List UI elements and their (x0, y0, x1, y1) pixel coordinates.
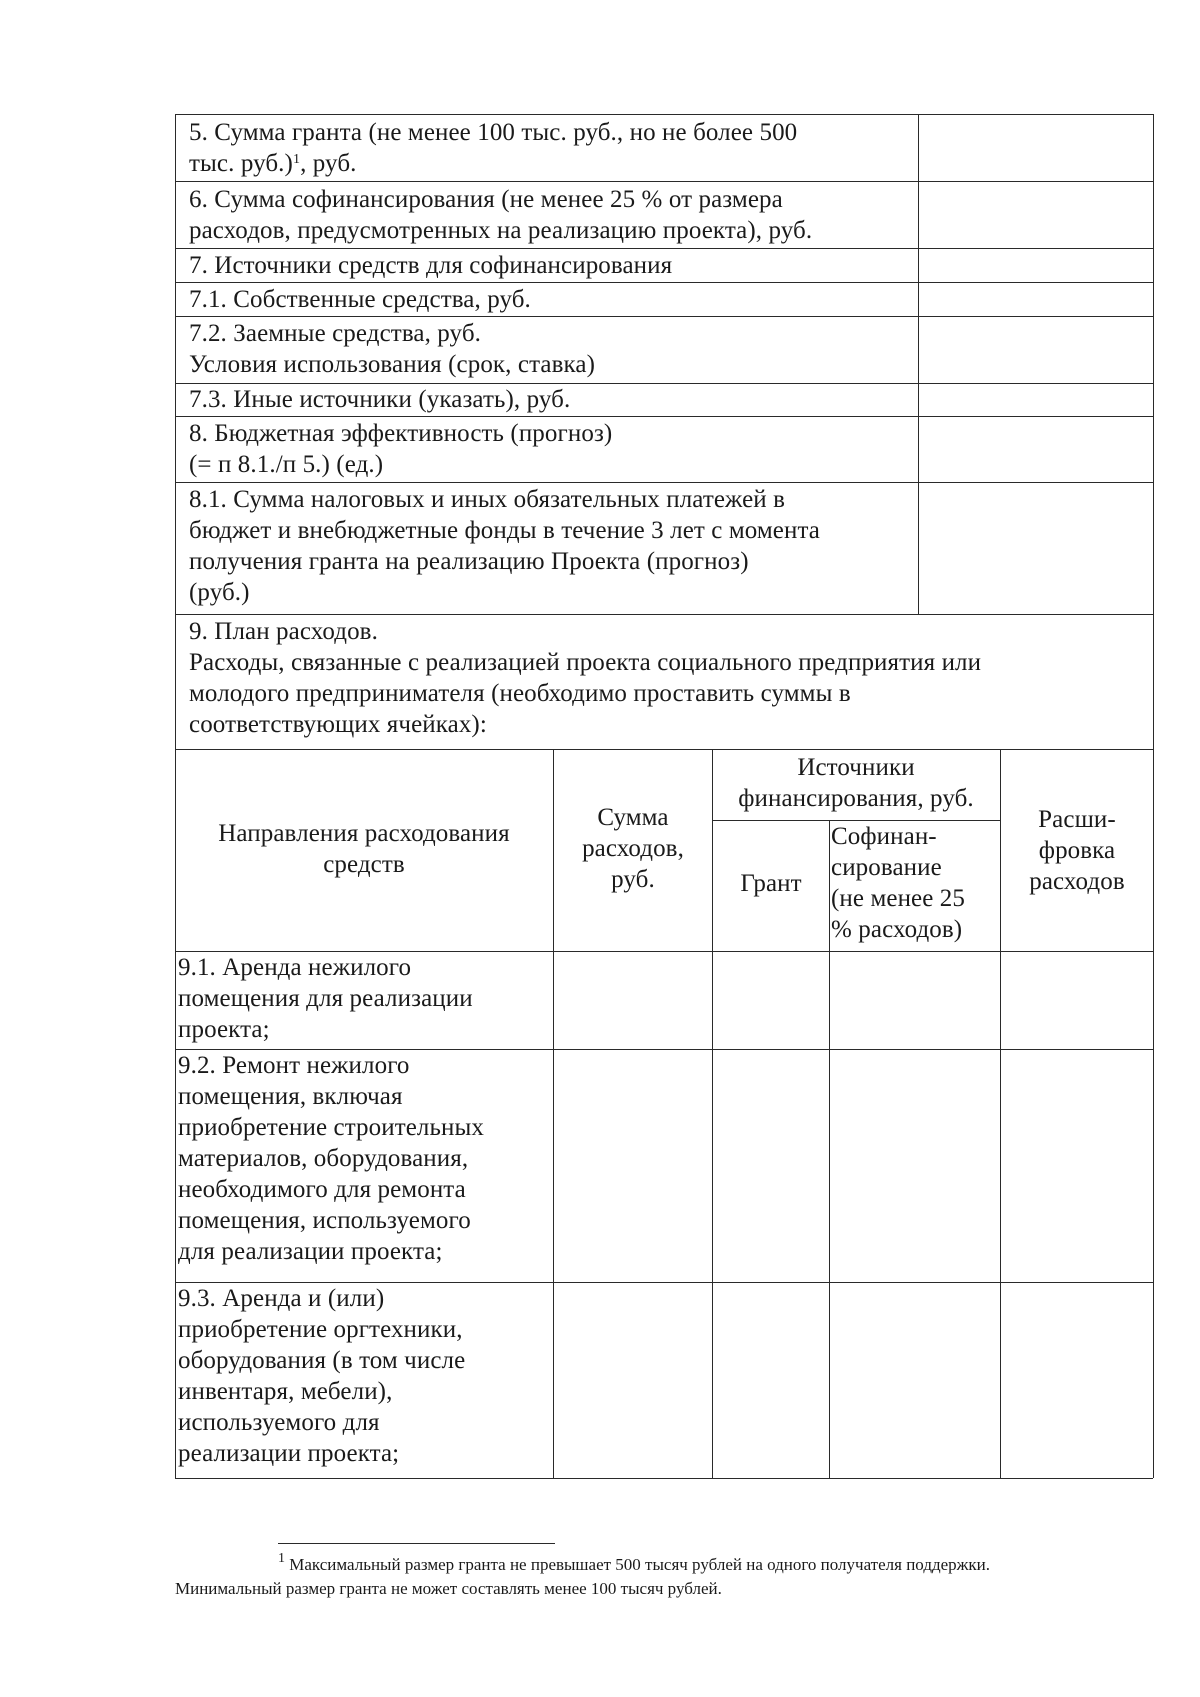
row-5-label: 5. Сумма гранта (не менее 100 тыс. руб., но не более 500 тыс. руб.)$^1$, руб. (189, 119, 798, 177)
table-border (175, 114, 1153, 115)
table-border (175, 282, 1153, 283)
expense-row-9-1-sum[interactable] (556, 953, 710, 1047)
row-7-1-value[interactable] (925, 284, 1145, 314)
header-breakdown: Расши- фровка расходов (1029, 806, 1125, 895)
row-5-value[interactable] (925, 117, 1145, 177)
table-border (1153, 114, 1154, 1478)
table-border (553, 749, 554, 1478)
row-8-value[interactable] (925, 418, 1145, 478)
expense-row-9-1-cofinancing[interactable] (831, 953, 998, 1047)
table-border (175, 416, 1153, 417)
expense-row-9-2-breakdown[interactable] (1002, 1051, 1151, 1280)
table-border (829, 820, 830, 1478)
table-border (175, 749, 1153, 750)
row-6-label: 6. Сумма софинансирования (не менее 25 % от размера расходов, предусмотренных на реализацию проекта), руб. (189, 186, 813, 244)
expense-row-9-3-breakdown[interactable] (1002, 1284, 1151, 1476)
row-7-label: 7. Источники средств для софинансирования (189, 252, 673, 279)
table-border (918, 114, 919, 614)
row-8-1-value[interactable] (925, 484, 1145, 609)
table-border (175, 1478, 1153, 1479)
header-sources: Источники финансирования, руб. (738, 754, 974, 812)
row-7-3-value[interactable] (925, 384, 1145, 414)
table-border (175, 316, 1153, 317)
footnote-line-1: $^1$ Максимальный размер гранта не превышает 500 тысяч рублей на одного получателя поддержки. (278, 1551, 991, 1574)
plan-heading: 9. План расходов. Расходы, связанные с реализацией проекта социального предприятия или молодого предпринимателя (необходимо проставить суммы в соответствующих ячейках): (189, 618, 982, 738)
header-sum: Сумма расходов, руб. (582, 804, 684, 893)
table-border (1000, 749, 1001, 1478)
expense-row-9-2-grant[interactable] (714, 1051, 827, 1280)
expense-row-9-3-sum[interactable] (556, 1284, 710, 1476)
footnote-ref: 1 (292, 152, 301, 167)
expense-row-9-1-breakdown[interactable] (1002, 953, 1151, 1047)
table-border (175, 614, 1153, 615)
expense-row-9-1-grant[interactable] (714, 953, 827, 1047)
expense-row-9-1-label: 9.1. Аренда нежилого помещения для реализации проекта; (178, 954, 473, 1043)
row-7-value[interactable] (925, 250, 1145, 280)
row-6-value[interactable] (925, 184, 1145, 244)
table-border (175, 181, 1153, 182)
header-direction: Направления расходования средств (218, 820, 510, 878)
header-grant: Грант (740, 870, 802, 897)
expense-row-9-3-label: 9.3. Аренда и (или) приобретение оргтехники, оборудования (в том числе инвентаря, мебели), используемого для реализации проекта; (178, 1285, 466, 1467)
footnote-separator (278, 1543, 555, 1544)
row-7-1-label: 7.1. Собственные средства, руб. (189, 286, 531, 313)
row-8-label: 8. Бюджетная эффективность (прогноз) (= п 8.1./п 5.) (ед.) (189, 420, 613, 478)
expense-row-9-2-label: 9.2. Ремонт нежилого помещения, включая приобретение строительных материалов, оборудования, необходимого для ремонта помещения, используемого для реализации проекта; (178, 1052, 484, 1265)
footnote-marker: 1 (278, 1551, 285, 1566)
row-8-1-label: 8.1. Сумма налоговых и иных обязательных платежей в бюджет и внебюджетные фонды в течение 3 лет с момента получения гранта на реализацию Проекта (прогноз) (руб.) (189, 486, 820, 606)
table-border (175, 248, 1153, 249)
row-7-3-label: 7.3. Иные источники (указать), руб. (189, 386, 571, 413)
expense-row-9-2-sum[interactable] (556, 1051, 710, 1280)
footnote-line-2: Минимальный размер гранта не может составлять менее 100 тысяч рублей. (175, 1579, 722, 1598)
table-border (712, 749, 713, 1478)
row-7-2-value[interactable] (925, 318, 1145, 378)
row-7-2-label: 7.2. Заемные средства, руб. Условия использования (срок, ставка) (189, 320, 595, 378)
expense-row-9-2-cofinancing[interactable] (831, 1051, 998, 1280)
header-cofinancing: Софинан- сирование (не менее 25 % расходов) (831, 823, 965, 943)
table-border (175, 482, 1153, 483)
expense-row-9-3-cofinancing[interactable] (831, 1284, 998, 1476)
expense-row-9-3-grant[interactable] (714, 1284, 827, 1476)
table-border (175, 114, 176, 1478)
